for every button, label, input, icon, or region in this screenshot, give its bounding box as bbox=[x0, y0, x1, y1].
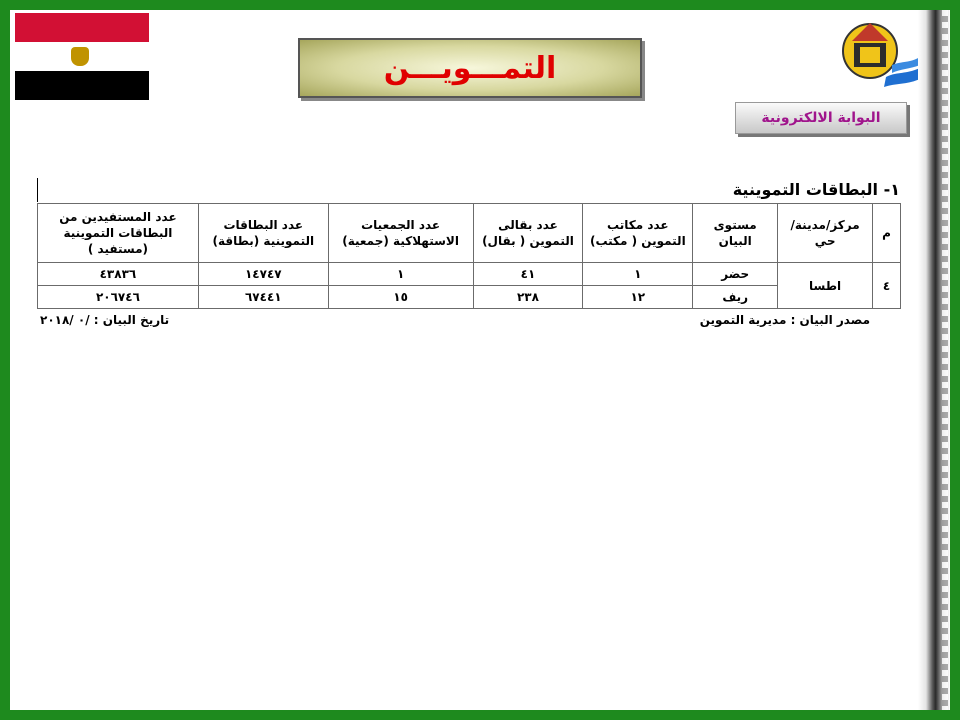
cell-cards: ٦٧٤٤١ bbox=[198, 286, 328, 309]
cell-associations: ١٥ bbox=[328, 286, 473, 309]
cell-level: حضر bbox=[693, 263, 778, 286]
data-source: مصدر البيان : مديرية التموين bbox=[699, 313, 870, 327]
table-row bbox=[38, 263, 901, 286]
ration-cards-table bbox=[37, 203, 901, 309]
cell-offices: ١ bbox=[583, 263, 693, 286]
header-beneficiaries: عدد المستفيدين من البطاقات التموينية (مستفيد ) bbox=[38, 204, 199, 263]
data-date: تاريخ البيان : /٠ /٢٠١٨ bbox=[40, 313, 170, 327]
section-title: ١- البطاقات التموينية bbox=[732, 180, 900, 199]
header-district: مركز/مدينة/حي bbox=[778, 204, 873, 263]
egypt-flag-icon bbox=[15, 13, 149, 100]
cell-grocers: ٤١ bbox=[473, 263, 583, 286]
page bbox=[10, 10, 950, 710]
cell-district: اطسا bbox=[778, 263, 873, 309]
cell-beneficiaries: ٤٣٨٣٦ bbox=[38, 263, 199, 286]
cell-grocers: ٢٣٨ bbox=[473, 286, 583, 309]
cell-offices: ١٢ bbox=[583, 286, 693, 309]
cell-level: ريف bbox=[693, 286, 778, 309]
header-level: مستوى البيان bbox=[693, 204, 778, 263]
decorative-side-strip bbox=[918, 10, 950, 710]
portal-label: البوابة الالكترونية bbox=[761, 110, 881, 126]
header-grocers: عدد بقالى التموين ( بقال) bbox=[473, 204, 583, 263]
cell-associations: ١ bbox=[328, 263, 473, 286]
governorate-emblem-icon bbox=[840, 15, 922, 97]
cell-cards: ١٤٧٤٧ bbox=[198, 263, 328, 286]
header-index: م bbox=[873, 204, 901, 263]
header-cards: عدد البطاقات التموينية (بطاقة) bbox=[198, 204, 328, 263]
header-offices: عدد مكاتب التموين ( مكتب) bbox=[583, 204, 693, 263]
eagle-icon bbox=[71, 47, 89, 66]
cell-beneficiaries: ٢٠٦٧٤٦ bbox=[38, 286, 199, 309]
header-associations: عدد الجمعيات الاستهلاكية (جمعية) bbox=[328, 204, 473, 263]
table-row bbox=[38, 286, 901, 309]
cell-index: ٤ bbox=[873, 263, 901, 309]
portal-label-box[interactable] bbox=[735, 102, 907, 134]
page-title-box bbox=[298, 38, 642, 98]
table-header-row bbox=[38, 204, 901, 263]
divider bbox=[37, 178, 38, 202]
page-title: التمـــويـــن bbox=[383, 50, 557, 86]
